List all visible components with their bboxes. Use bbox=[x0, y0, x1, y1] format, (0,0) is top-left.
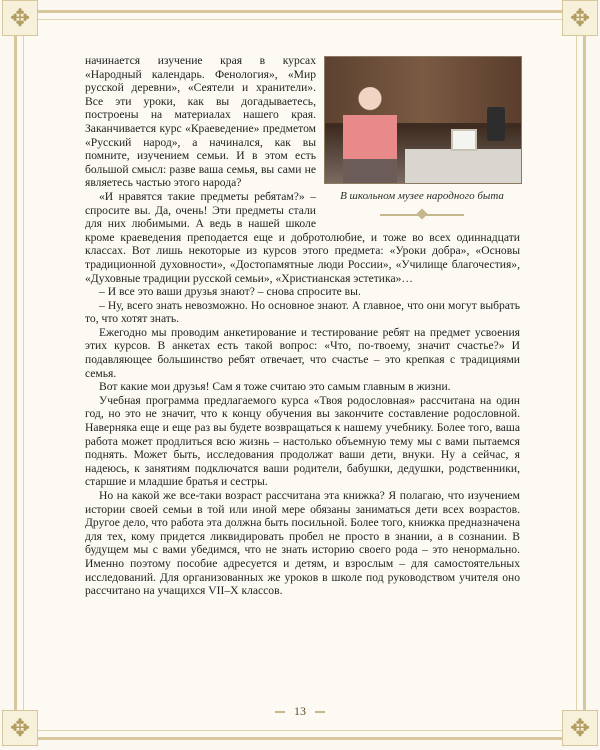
paragraph-5: Ежегодно мы проводим анкетирование и тестирование ребят на предмет усвоения этих курсов. В анкетах есть такой вопрос: «Что, по-твоему, значит счастье?» И подавляющее большинство ребят отвечает, что счастье – это крепкая с традициями семья. bbox=[85, 325, 520, 380]
museum-photo bbox=[324, 56, 522, 184]
photo-caption: В школьном музее народного быта bbox=[340, 190, 504, 202]
paragraph-4: – Ну, всего знать невозможно. Но основное знают. А главное, что они могут выбрать то, что хотят знать. bbox=[85, 298, 520, 326]
photo-person bbox=[343, 87, 397, 183]
page-number: 13 bbox=[294, 704, 306, 718]
paragraph-6: Вот какие мои друзья! Сам я тоже считаю это самым главным в жизни. bbox=[99, 380, 451, 394]
paragraph-2: «И нравятся такие предметы ребятам?» – спросите вы. Да, очень! Эти предметы стали для них любимыми. А ведь в нашей школе кроме краеведения преподается еще и добротолюбие, и тоже во всех одиннадцати классах. Вот лишь некоторые из курсов этого предмета: «Уроки добра», «Основы традиционной духовности», «Достопамятные люди России», «Училище благочестия», «Духовные традиции русской семьи», «Христианская эстетика»… bbox=[85, 189, 520, 285]
footer-ornament-left bbox=[275, 711, 285, 713]
photo-table bbox=[405, 149, 521, 183]
paragraph-3: – И все это ваши друзья знают? – снова спросите вы. bbox=[99, 285, 361, 299]
photo-block bbox=[324, 56, 520, 220]
corner-ornament-top-left: ✥ bbox=[2, 0, 38, 36]
footer-ornament-right bbox=[315, 711, 325, 713]
photo-lamp-object bbox=[487, 107, 505, 141]
page-footer bbox=[250, 704, 350, 720]
main-text-column bbox=[85, 54, 520, 598]
corner-ornament-top-right: ✥ bbox=[562, 0, 598, 36]
paragraph-1: начинается изучение края в курсах «Народный календарь. Фенология», «Мир русской деревни», «Сеятели и хранители». Все эти уроки, как вы догадываетесь, построены на материалах нашего края. Заканчивается курс «Краеведение» предметом «Русский народ», а начинался, как вы помните, изучением семьи. И в этом есть большой смысл: разве ваша семья, вы сами не являетесь частью этого народа? bbox=[85, 54, 316, 190]
corner-ornament-bottom-right: ✥ bbox=[562, 710, 598, 746]
photo-frame-object bbox=[451, 129, 477, 151]
ornament-divider bbox=[380, 210, 464, 220]
corner-ornament-bottom-left: ✥ bbox=[2, 710, 38, 746]
paragraph-8: Но на какой же все-таки возраст рассчитана эта книжка? Я полагаю, что изучением истории своей семьи в той или иной мере обязаны заниматься дети всех возрастов. Другое дело, что работа эта должна быть посильной. Более того, книжка предназначена для тех, кому придется ликвидировать пробел не просто в знании, а в сознании. В будущем мы с вами убедимся, что не знать историю своего рода – это ненормально. Именно поэтому пособие адресуется и детям, и взрослым – для самостоятельных исследований. Для организованных же уроков в школе под руководством учителя оно рассчитано на учащихся VII–X классов. bbox=[85, 489, 520, 598]
paragraph-7: Учебная программа предлагаемого курса «Твоя родословная» рассчитана на один год, но это не значит, что к концу обучения вы закончите составление родословной. Наверняка еще и еще раз вы будете возвращаться к нашему учебнику. Более того, ваша работа может продлиться всю жизнь – настолько объемную тему мы с вами пытаемся поднять. Может быть, исследования продолжат ваши дети, внуки. Ну а сейчас, я надеюсь, к занятиям подключатся ваши родители, бабушки, дедушки, родственники, старшие и младшие братья и сестры. bbox=[85, 393, 520, 489]
